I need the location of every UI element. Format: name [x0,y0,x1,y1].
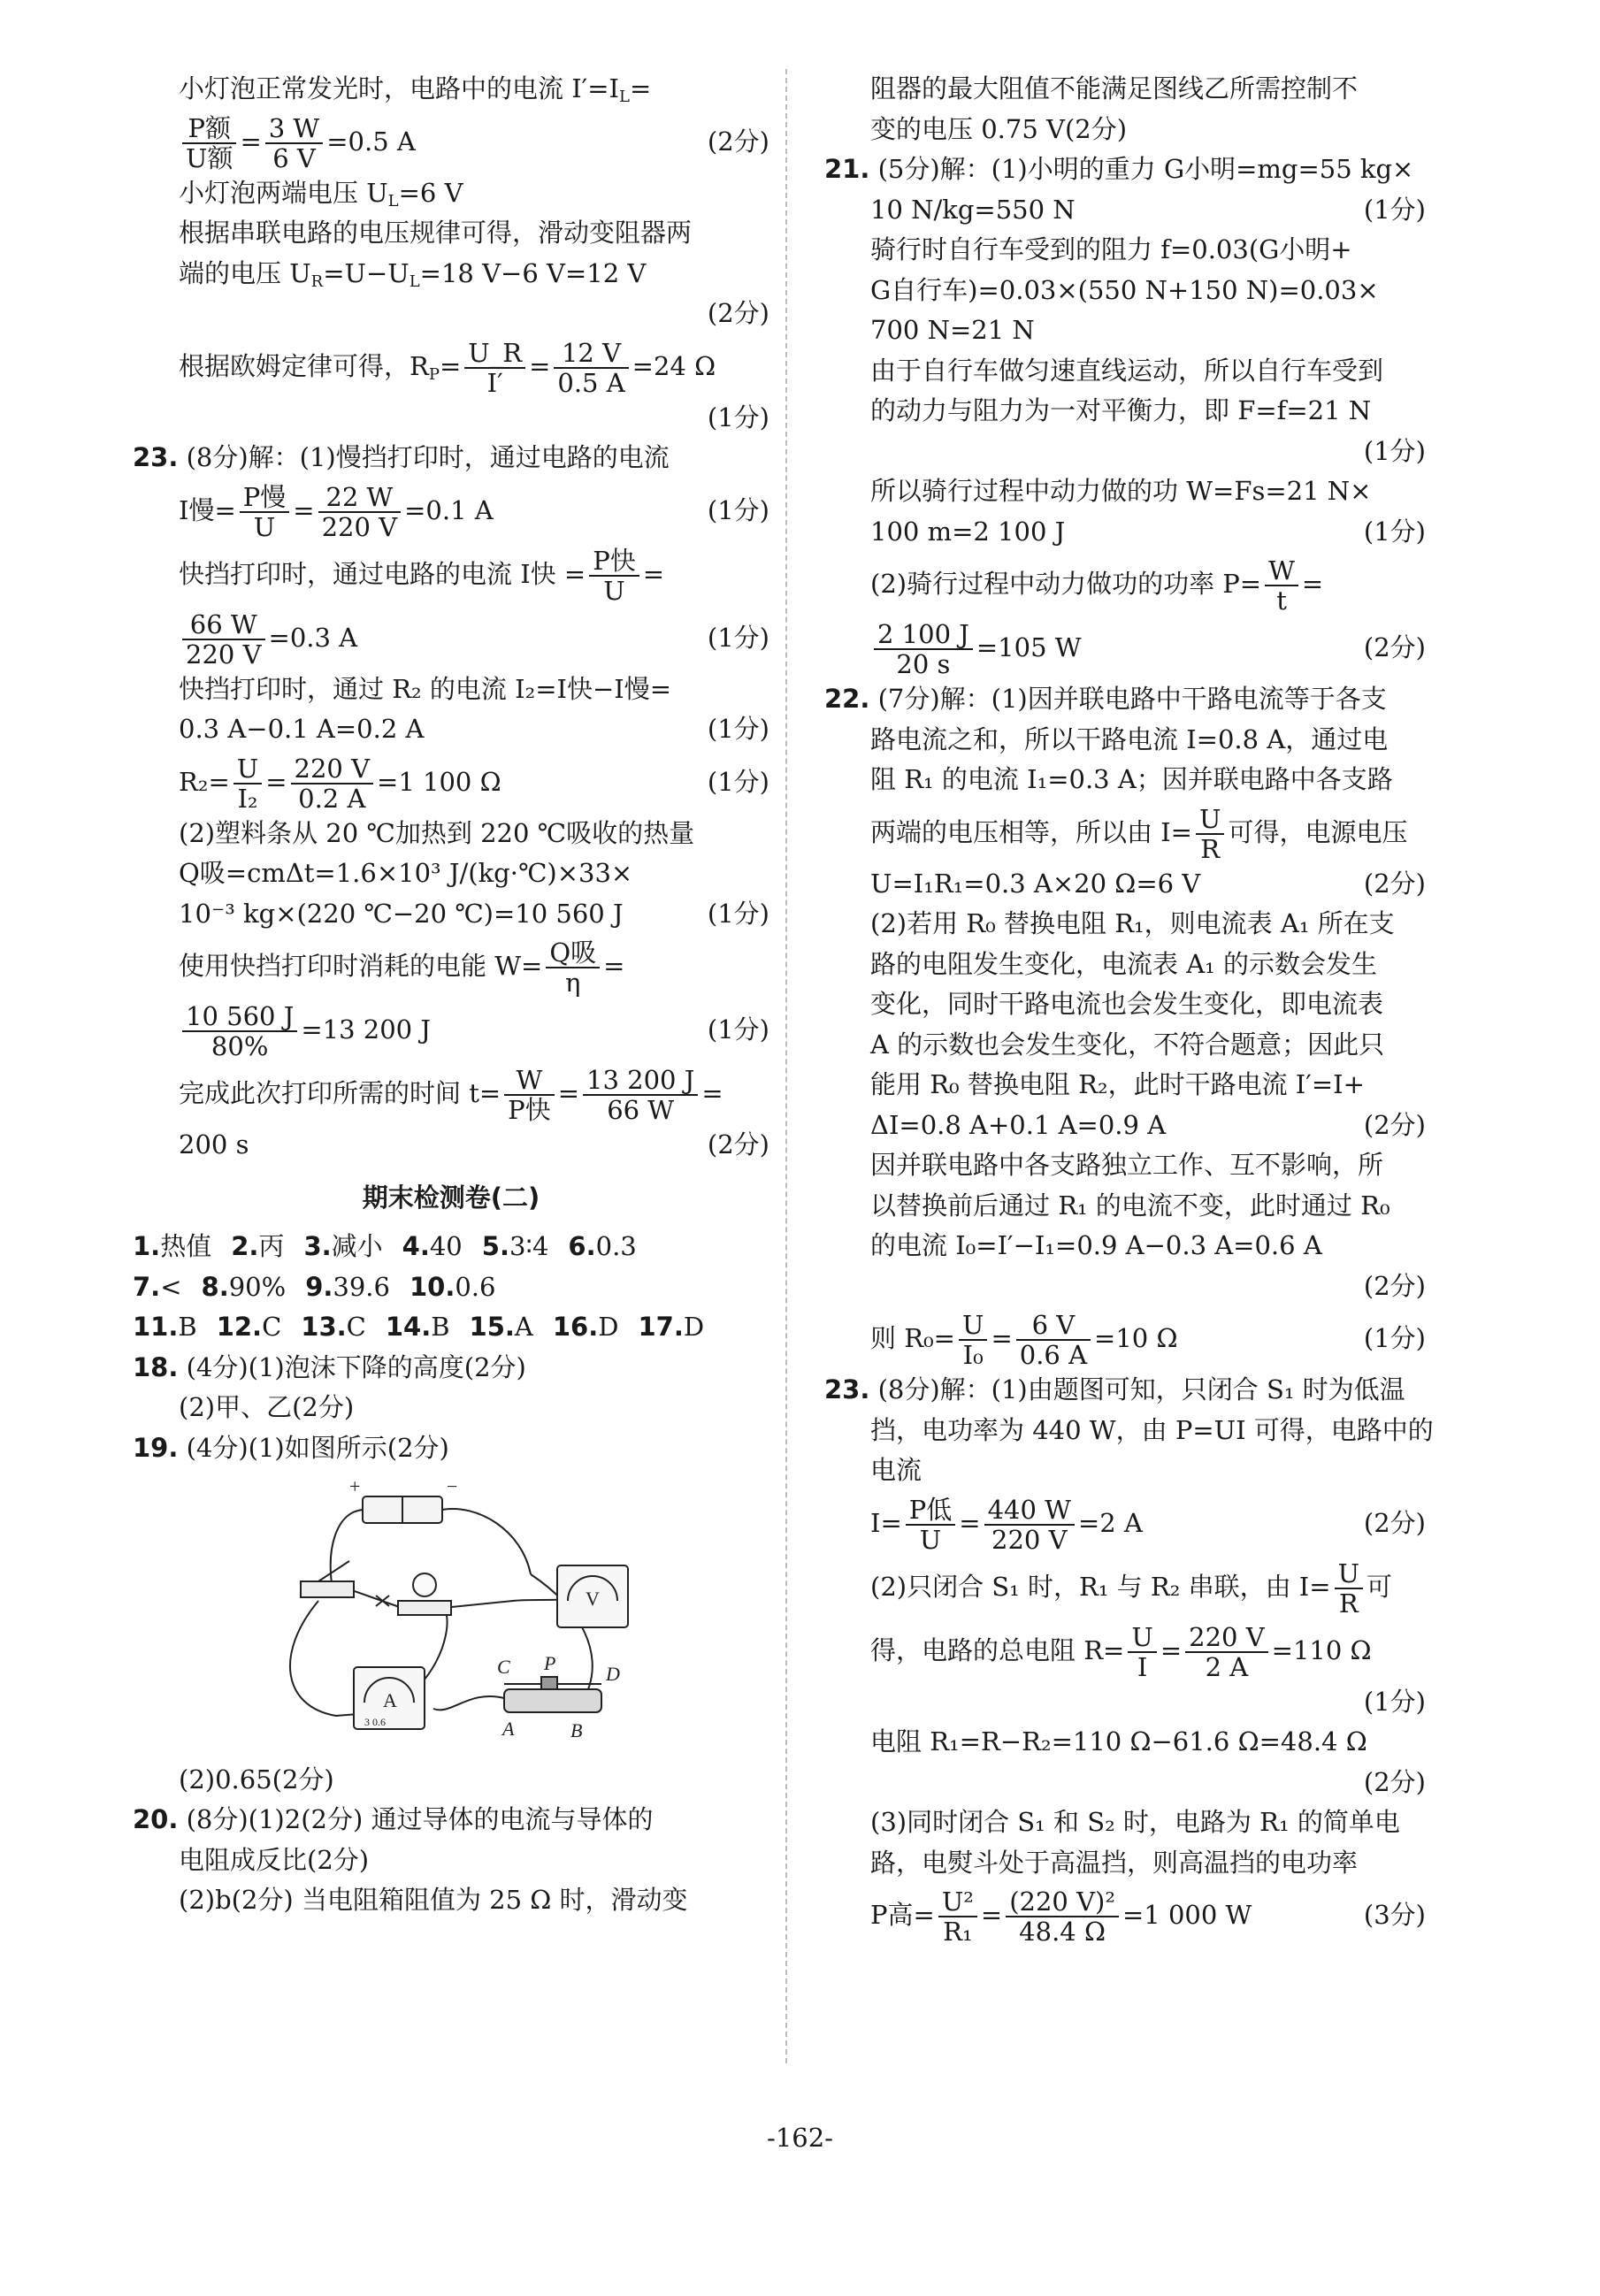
formula-line: $\frac{\text{P额}}{\text{U额}}$ = $\frac{3 W}{6 V}$ =0.5 A (2分) [133,110,769,173]
fraction: $\frac{66 W}{220 V}$ [182,610,265,669]
formula-line: 两端的电压相等，所以由 I= $\frac{U}{R}$ 可得，电源电压 [870,803,1408,864]
exam-title: 期末检测卷(二) [362,1182,540,1213]
text-line: 阻 R₁ 的电流 I₁=0.3 A；因并联电路中各支路 [870,764,1393,794]
answer-row [133,1307,769,1348]
fraction: $\frac{\text{P额}}{\text{U额}}$ [182,114,236,172]
wire [290,1601,358,1716]
answer-number: 14. [385,1312,432,1342]
text-line: 根据串联电路的电压规律可得，滑动变阻器两 [179,218,693,248]
formula-line: P高= $\frac{\text{U²}}{\text{R₁}}$ = $\frac{\text{(220 V)²}}{48.4 \Omega}$ =1 000 W (3分) [824,1883,1426,1947]
text-line: 挡，电功率为 440 W，由 P=UI 可得，电路中的 [870,1414,1434,1445]
formula-line: 则 R₀= $\frac{U}{\text{I₀}}$ = $\frac{6 V}{0.6 A}$ =10 Ω (1分) [824,1306,1426,1370]
score: (1分) [707,714,769,744]
column-divider [785,69,787,2063]
answer-value: D [598,1312,619,1342]
answer-value: C [262,1312,282,1342]
text-line: 小灯泡两端电压 $U_L=6$ V [179,177,463,210]
answer-number: 10. [409,1271,456,1302]
text-line: (2)甲、乙(2分) [179,1392,355,1422]
question-23: 23. (8分)解：(1)慢挡打印时，通过电路的电流 [133,442,670,472]
text-line: 200 s (2分) [133,1125,769,1166]
fraction: $\frac{\text{P快}}{U}$ [589,547,639,605]
score: (1分) [707,898,769,929]
right-column [824,69,1434,1947]
answer-item [303,1231,382,1261]
formula-line: $\frac{10 560 J}{80\%}$ =13 200 J (1分) [133,998,769,1061]
left-column [133,69,769,1921]
score: (2分) [1363,868,1426,899]
question-20: 20. (8分)(1)2(2分) 通过导体的电流与导体的 [133,1804,654,1834]
text-line: 路电流之和，所以干路电流 I=0.8 A，通过电 [870,723,1389,754]
question-19: 19. (4分)(1)如图所示(2分) [133,1432,449,1463]
answer-item [402,1231,463,1261]
fraction: $\frac{U}{\text{I₂}}$ [233,754,262,813]
terminal-a: A [502,1718,515,1740]
score: (1分) [1363,435,1426,466]
minus-label: − [447,1477,458,1497]
text-line: 因并联电路中各支路独立工作、互不影响，所 [870,1150,1384,1180]
score: (2分) [707,298,769,328]
answer-value: 0.6 [455,1271,496,1302]
score: (2分) [707,126,769,157]
text-line: Q吸=cmΔt=1.6×10³ J/(kg·℃)×33× [179,858,633,888]
text-line: 小灯泡正常发光时，电路中的电流 $I'=I_L=$ [179,73,652,106]
answer-number: 13. [301,1312,347,1342]
score: (1分) [707,1014,769,1045]
fraction: $\frac{22 W}{220 V}$ [318,483,402,541]
score: (3分) [1363,1900,1426,1930]
answer-item [568,1231,636,1261]
text-line: 电流 [870,1455,922,1485]
fraction: $\frac{\text{U²}}{\text{R₁}}$ [938,1887,977,1946]
text-line: 变化，同时干路电流也会发生变化，即电流表 [870,989,1384,1019]
answer-number: 8. [201,1271,229,1302]
answer-item [217,1312,282,1342]
formula-line: (2)骑行过程中动力做功的功率 P= $\frac{W}{t}$ = [870,555,1324,616]
score: (1分) [707,766,769,797]
fraction: $\frac{U}{I}$ [1128,1623,1156,1681]
fraction: $\frac{13 200 J}{66 W}$ [583,1066,698,1124]
plus-label: + [349,1477,361,1497]
answer-item [305,1272,390,1302]
answer-number: 7. [133,1271,161,1302]
answer-value: B [178,1312,197,1342]
answer-value: < [160,1271,182,1302]
text-line: 变的电压 0.75 V(2分) [870,113,1128,144]
circuit-diagram [265,1477,681,1742]
answer-number: 17. [638,1312,684,1342]
fraction: $\frac{12 V}{0.5 A}$ [554,339,628,397]
ammeter-label: A [383,1689,397,1711]
rheostat [504,1689,601,1712]
question-21: 21. (5分)解：(1)小明的重力 G小明=mg=55 kg× [824,154,1414,184]
text-line: 端的电压 $U_R=U-U_L=18$ V−6 V=12 V [179,257,647,291]
answer-item [202,1272,287,1302]
answer-value: 3∶4 [509,1231,549,1261]
terminal-b: B [570,1719,583,1741]
score: (1分) [1363,194,1426,225]
formula-line: I= $\frac{\text{P低}}{U}$ = $\frac{440 W}{220 V}$ =2 A (2分) [824,1491,1426,1555]
score: (2分) [1363,1270,1426,1301]
formula-line: 完成此次打印所需的时间 t= $\frac{W}{\text{P快}}$ = $\frac{13 200 J}{66 W}$ = [179,1065,723,1125]
text-line: 10⁻³ kg×(220 ℃−20 ℃)=10 560 J (1分) [133,894,769,935]
score: (1分) [1363,516,1426,547]
score: (2分) [1363,1109,1426,1140]
formula-line: $\frac{2 100 J}{20 s}$ =105 W (2分) [824,616,1426,679]
fraction: $\frac{220 V}{2 A}$ [1185,1623,1268,1681]
answer-number: 15. [469,1312,515,1342]
score: (1分) [707,622,769,653]
fraction: $\frac{3 W}{6 V}$ [265,114,323,172]
text-line: 路，电熨斗处于高温挡，则高温挡的电功率 [870,1847,1359,1878]
text-line: (2)0.65(2分) [179,1764,334,1795]
question-18: 18. (4分)(1)泡沫下降的高度(2分) [133,1351,526,1382]
answer-item [410,1272,496,1302]
text-line: 10 N/kg=550 N (1分) [824,190,1426,231]
answer-item [639,1312,705,1342]
formula-line: 根据欧姆定律可得，$R_P=$ $\frac{U\_R}{I'}$ = $\frac{12 V}{0.5 A}$ =24 Ω [179,337,716,398]
answer-value: 0.3 [595,1231,637,1261]
answer-value: 减小 [331,1231,383,1261]
terminal-d: D [606,1663,620,1685]
fraction: $\frac{W}{\text{P快}}$ [504,1066,555,1124]
bulb [413,1573,436,1596]
answer-number: 6. [568,1231,596,1261]
voltmeter-label: V [586,1588,600,1610]
fraction: $\frac{\text{(220 V)²}}{48.4 \Omega}$ [1006,1887,1119,1946]
answer-number: 3. [303,1231,332,1261]
answer-number: 2. [231,1231,259,1261]
fraction: $\frac{U\_R}{I'}$ [464,339,525,397]
terminal-c: C [497,1656,510,1678]
answer-item [133,1231,211,1261]
text-line: (2)若用 R₀ 替换电阻 R₁，则电流表 A₁ 所在支 [870,908,1395,938]
answer-value: 39.6 [333,1271,390,1302]
answer-number: 9. [305,1271,333,1302]
text-line: 由于自行车做匀速直线运动，所以自行车受到 [870,355,1384,386]
fraction: $\frac{2 100 J}{20 s}$ [874,620,973,678]
text-line: 能用 R₀ 替换电阻 R₂，此时干路电流 I′=I+ [870,1069,1365,1099]
text-line: 以替换前后通过 R₁ 的电流不变，此时通过 R₀ [870,1190,1390,1221]
answer-value: 丙 [258,1231,285,1261]
text-line: 电阻 R₁=R−R₂=110 Ω−61.6 Ω=48.4 Ω [870,1726,1367,1756]
score: (2分) [707,1129,769,1159]
answer-item [231,1231,284,1261]
fraction: $\frac{U}{\text{I₀}}$ [959,1311,987,1369]
formula-line: 使用快挡打印时消耗的电能 W= $\frac{\text{Q吸}}{\eta}$ = [179,938,625,998]
wire [442,1599,570,1608]
answer-number: 4. [402,1231,430,1261]
bulb-base [398,1601,451,1615]
score: (1分) [707,494,769,525]
text-line: (2)塑料条从 20 ℃加热到 220 ℃吸收的热量 [179,817,695,848]
score: (1分) [1363,1686,1426,1717]
score: (2分) [1363,1766,1426,1797]
fraction: $\frac{440 W}{220 V}$ [984,1496,1075,1554]
answer-row [133,1267,769,1308]
fraction: $\frac{10 560 J}{80\%}$ [182,1002,297,1060]
fraction: $\frac{\text{P低}}{U}$ [906,1496,956,1554]
switch [301,1581,354,1597]
answer-value: B [431,1312,450,1342]
answer-number: 11. [133,1312,179,1342]
fraction: $\frac{\text{Q吸}}{\eta}$ [546,938,600,997]
fraction: $\frac{W}{t}$ [1265,556,1298,615]
text-line: ΔI=0.8 A+0.1 A=0.9 A (2分) [824,1106,1426,1146]
text-line: (3)同时闭合 S₁ 和 S₂ 时，电路为 R₁ 的简单电 [870,1807,1400,1837]
answer-value: 热值 [160,1231,212,1261]
score: (1分) [707,402,769,432]
text-line: 路的电阻发生变化，电流表 A₁ 的示数会发生 [870,948,1378,979]
fraction: $\frac{U}{R}$ [1196,805,1224,863]
answer-number: 5. [481,1231,509,1261]
wire [331,1510,363,1583]
formula-line: 快挡打印时，通过电路的电流 I快 = $\frac{\text{P快}}{U}$ = [179,545,665,606]
formula-line: (2)只闭合 S₁ 时，R₁ 与 R₂ 串联，由 I= $\frac{U}{R}$ 可 [870,1557,1393,1619]
text-line: (2)b(2分) 当电阻箱阻值为 25 Ω 时，滑动变 [179,1885,688,1915]
ammeter-scale: 3 0.6 [364,1716,386,1728]
text-line: 快挡打印时，通过 R₂ 的电流 I₂=I快−I慢= [179,673,672,704]
text-line: 所以骑行过程中动力做的功 W=Fs=21 N× [870,476,1372,506]
text-line: 100 m=2 100 J (1分) [824,512,1426,553]
wire [442,1509,531,1574]
answer-value: A [514,1312,533,1342]
score: (2分) [1363,632,1426,662]
text-line: G自行车)=0.03×(550 N+150 N)=0.03× [870,274,1379,305]
page-number: -162- [767,2123,833,2153]
answer-value: 40 [429,1231,463,1261]
answer-row [133,1227,769,1267]
fraction: $\frac{6 V}{0.6 A}$ [1016,1311,1091,1369]
answer-number: 1. [133,1231,161,1261]
question-22: 22. (7分)解：(1)因并联电路中干路电流等于各支 [824,684,1387,714]
score: (2分) [1363,1507,1426,1538]
question-23-right: 23. (8分)解：(1)由题图可知，只闭合 S₁ 时为低温 [824,1374,1405,1404]
text-line: 的动力与阻力为一对平衡力，即 F=f=21 N [870,395,1372,425]
formula-line: 得，电路的总电阻 R= $\frac{U}{I}$ = $\frac{220 V}{2 A}$ =110 Ω [870,1621,1372,1682]
text-line: A 的示数也会发生变化，不符合题意；因此只 [870,1029,1385,1060]
answer-item [133,1312,197,1342]
wire [433,1696,504,1710]
answer-number: 16. [552,1312,599,1342]
answer-item [470,1312,533,1342]
answer-item [553,1312,619,1342]
answer-item [482,1231,549,1261]
text-line: 骑行时自行车受到的阻力 f=0.03(G小明+ [870,234,1352,264]
fraction: $\frac{U}{R}$ [1335,1559,1363,1618]
text-line: U=I₁R₁=0.3 A×20 Ω=6 V (2分) [824,864,1426,905]
formula-line: R₂= $\frac{U}{\text{I₂}}$ = $\frac{220 V}{0.2 A}$ =1 100 Ω (1分) [133,750,769,814]
fraction: $\frac{220 V}{0.2 A}$ [291,754,374,813]
answer-item [301,1312,366,1342]
terminal-p: P [544,1652,556,1674]
answer-item [133,1272,182,1302]
text-line: 电阻成反比(2分) [179,1844,370,1875]
formula-line: $\frac{66 W}{220 V}$ =0.3 A (1分) [133,606,769,670]
answer-value: 90% [228,1271,287,1302]
text-line: 700 N=21 N [870,315,1035,345]
score: (1分) [1363,1323,1426,1353]
fraction: $\frac{\text{P慢}}{U}$ [240,483,290,541]
slider [541,1677,557,1689]
text-line: 的电流 I₀=I′−I₁=0.9 A−0.3 A=0.6 A [870,1230,1322,1260]
answer-value: C [346,1312,366,1342]
answer-value: D [683,1312,705,1342]
text-line: 阻器的最大阻值不能满足图线乙所需控制不 [870,73,1359,103]
text-line: 0.3 A−0.1 A=0.2 A (1分) [133,709,769,750]
answer-number: 12. [216,1312,263,1342]
formula-line: I慢= $\frac{\text{P慢}}{U}$ = $\frac{22 W}{220 V}$ =0.1 A (1分) [133,478,769,542]
answer-item [386,1312,450,1342]
